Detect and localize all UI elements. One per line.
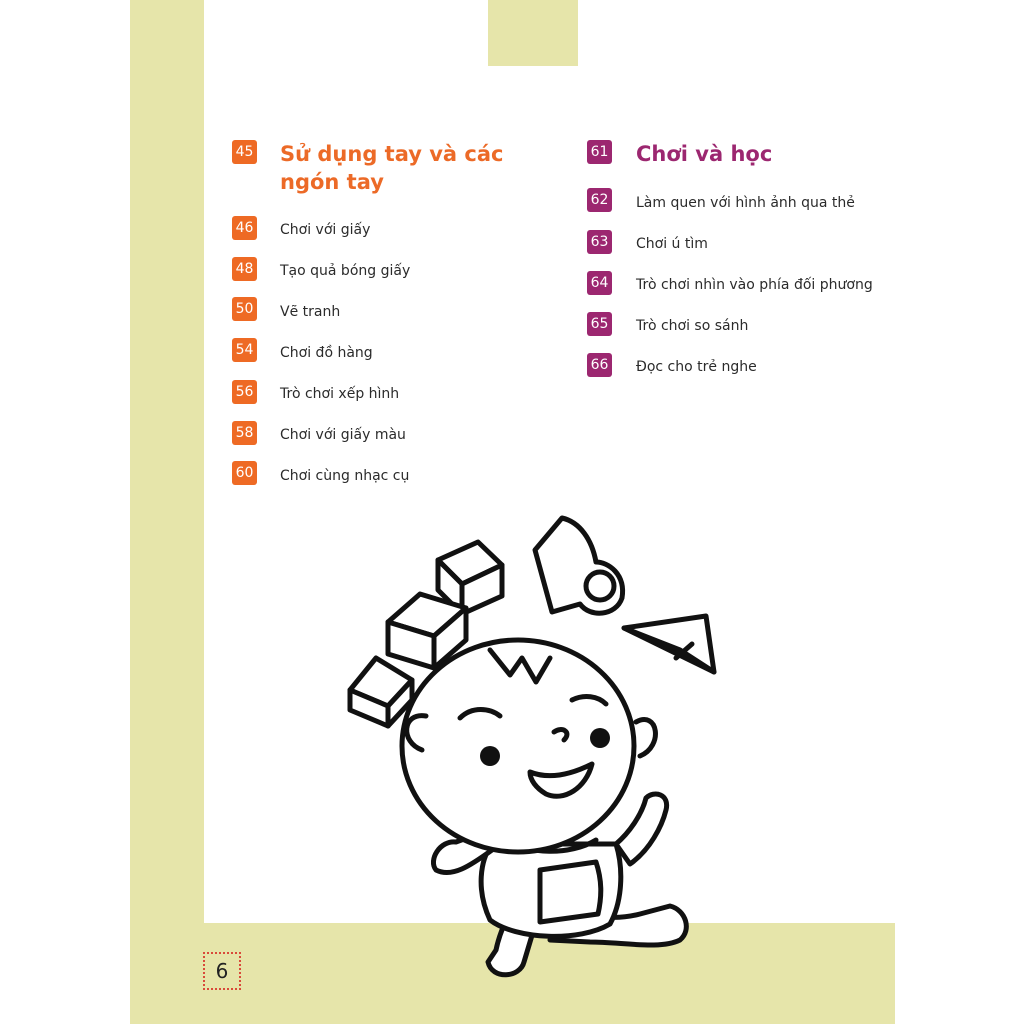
toc-item-label[interactable]: Chơi với giấy màu: [280, 427, 406, 443]
section-right-page-badge: 61: [587, 140, 612, 164]
toc-item-label[interactable]: Làm quen với hình ảnh qua thẻ: [636, 195, 855, 211]
toc-page-badge: 66: [587, 353, 612, 377]
toc-item-label[interactable]: Trò chơi so sánh: [636, 318, 749, 334]
child-figure: [402, 640, 686, 975]
toy-block-cube: [350, 658, 412, 726]
toc-item-label[interactable]: Tạo quả bóng giấy: [280, 263, 411, 279]
toc-page-badge: 63: [587, 230, 612, 254]
toc-item-label[interactable]: Chơi đồ hàng: [280, 345, 373, 361]
toc-page-badge: 60: [232, 461, 257, 485]
toc-page-badge: 58: [232, 421, 257, 445]
section-right-title: Chơi và học: [636, 142, 773, 166]
curled-paper: [535, 518, 623, 613]
page-number: 6: [203, 952, 241, 990]
toc-page-badge: 56: [232, 380, 257, 404]
section-left-page-badge: 45: [232, 140, 257, 164]
toc-page-badge: 46: [232, 216, 257, 240]
paper-airplane: [624, 616, 714, 672]
toc-page-badge: 65: [587, 312, 612, 336]
toc-item-label[interactable]: Vẽ tranh: [280, 304, 341, 320]
toc-page-badge: 48: [232, 257, 257, 281]
toc-item-label[interactable]: Chơi với giấy: [280, 222, 371, 238]
section-left-title: Sử dụng tay và các ngón tay: [280, 142, 504, 194]
child-playing-illustration: [340, 510, 720, 990]
toc-item-label[interactable]: Chơi ú tìm: [636, 236, 708, 252]
toc-page-badge: 62: [587, 188, 612, 212]
toc-item-label[interactable]: Trò chơi nhìn vào phía đối phương: [636, 277, 873, 293]
toc-page-badge: 54: [232, 338, 257, 362]
toc-item-label[interactable]: Trò chơi xếp hình: [280, 386, 400, 402]
toc-page-badge: 50: [232, 297, 257, 321]
toc-item-label[interactable]: Chơi cùng nhạc cụ: [280, 468, 410, 484]
top-decor-tab: [488, 0, 578, 66]
left-decor-band: [130, 0, 204, 1024]
toc-page-badge: 64: [587, 271, 612, 295]
toc-item-label[interactable]: Đọc cho trẻ nghe: [636, 359, 757, 375]
